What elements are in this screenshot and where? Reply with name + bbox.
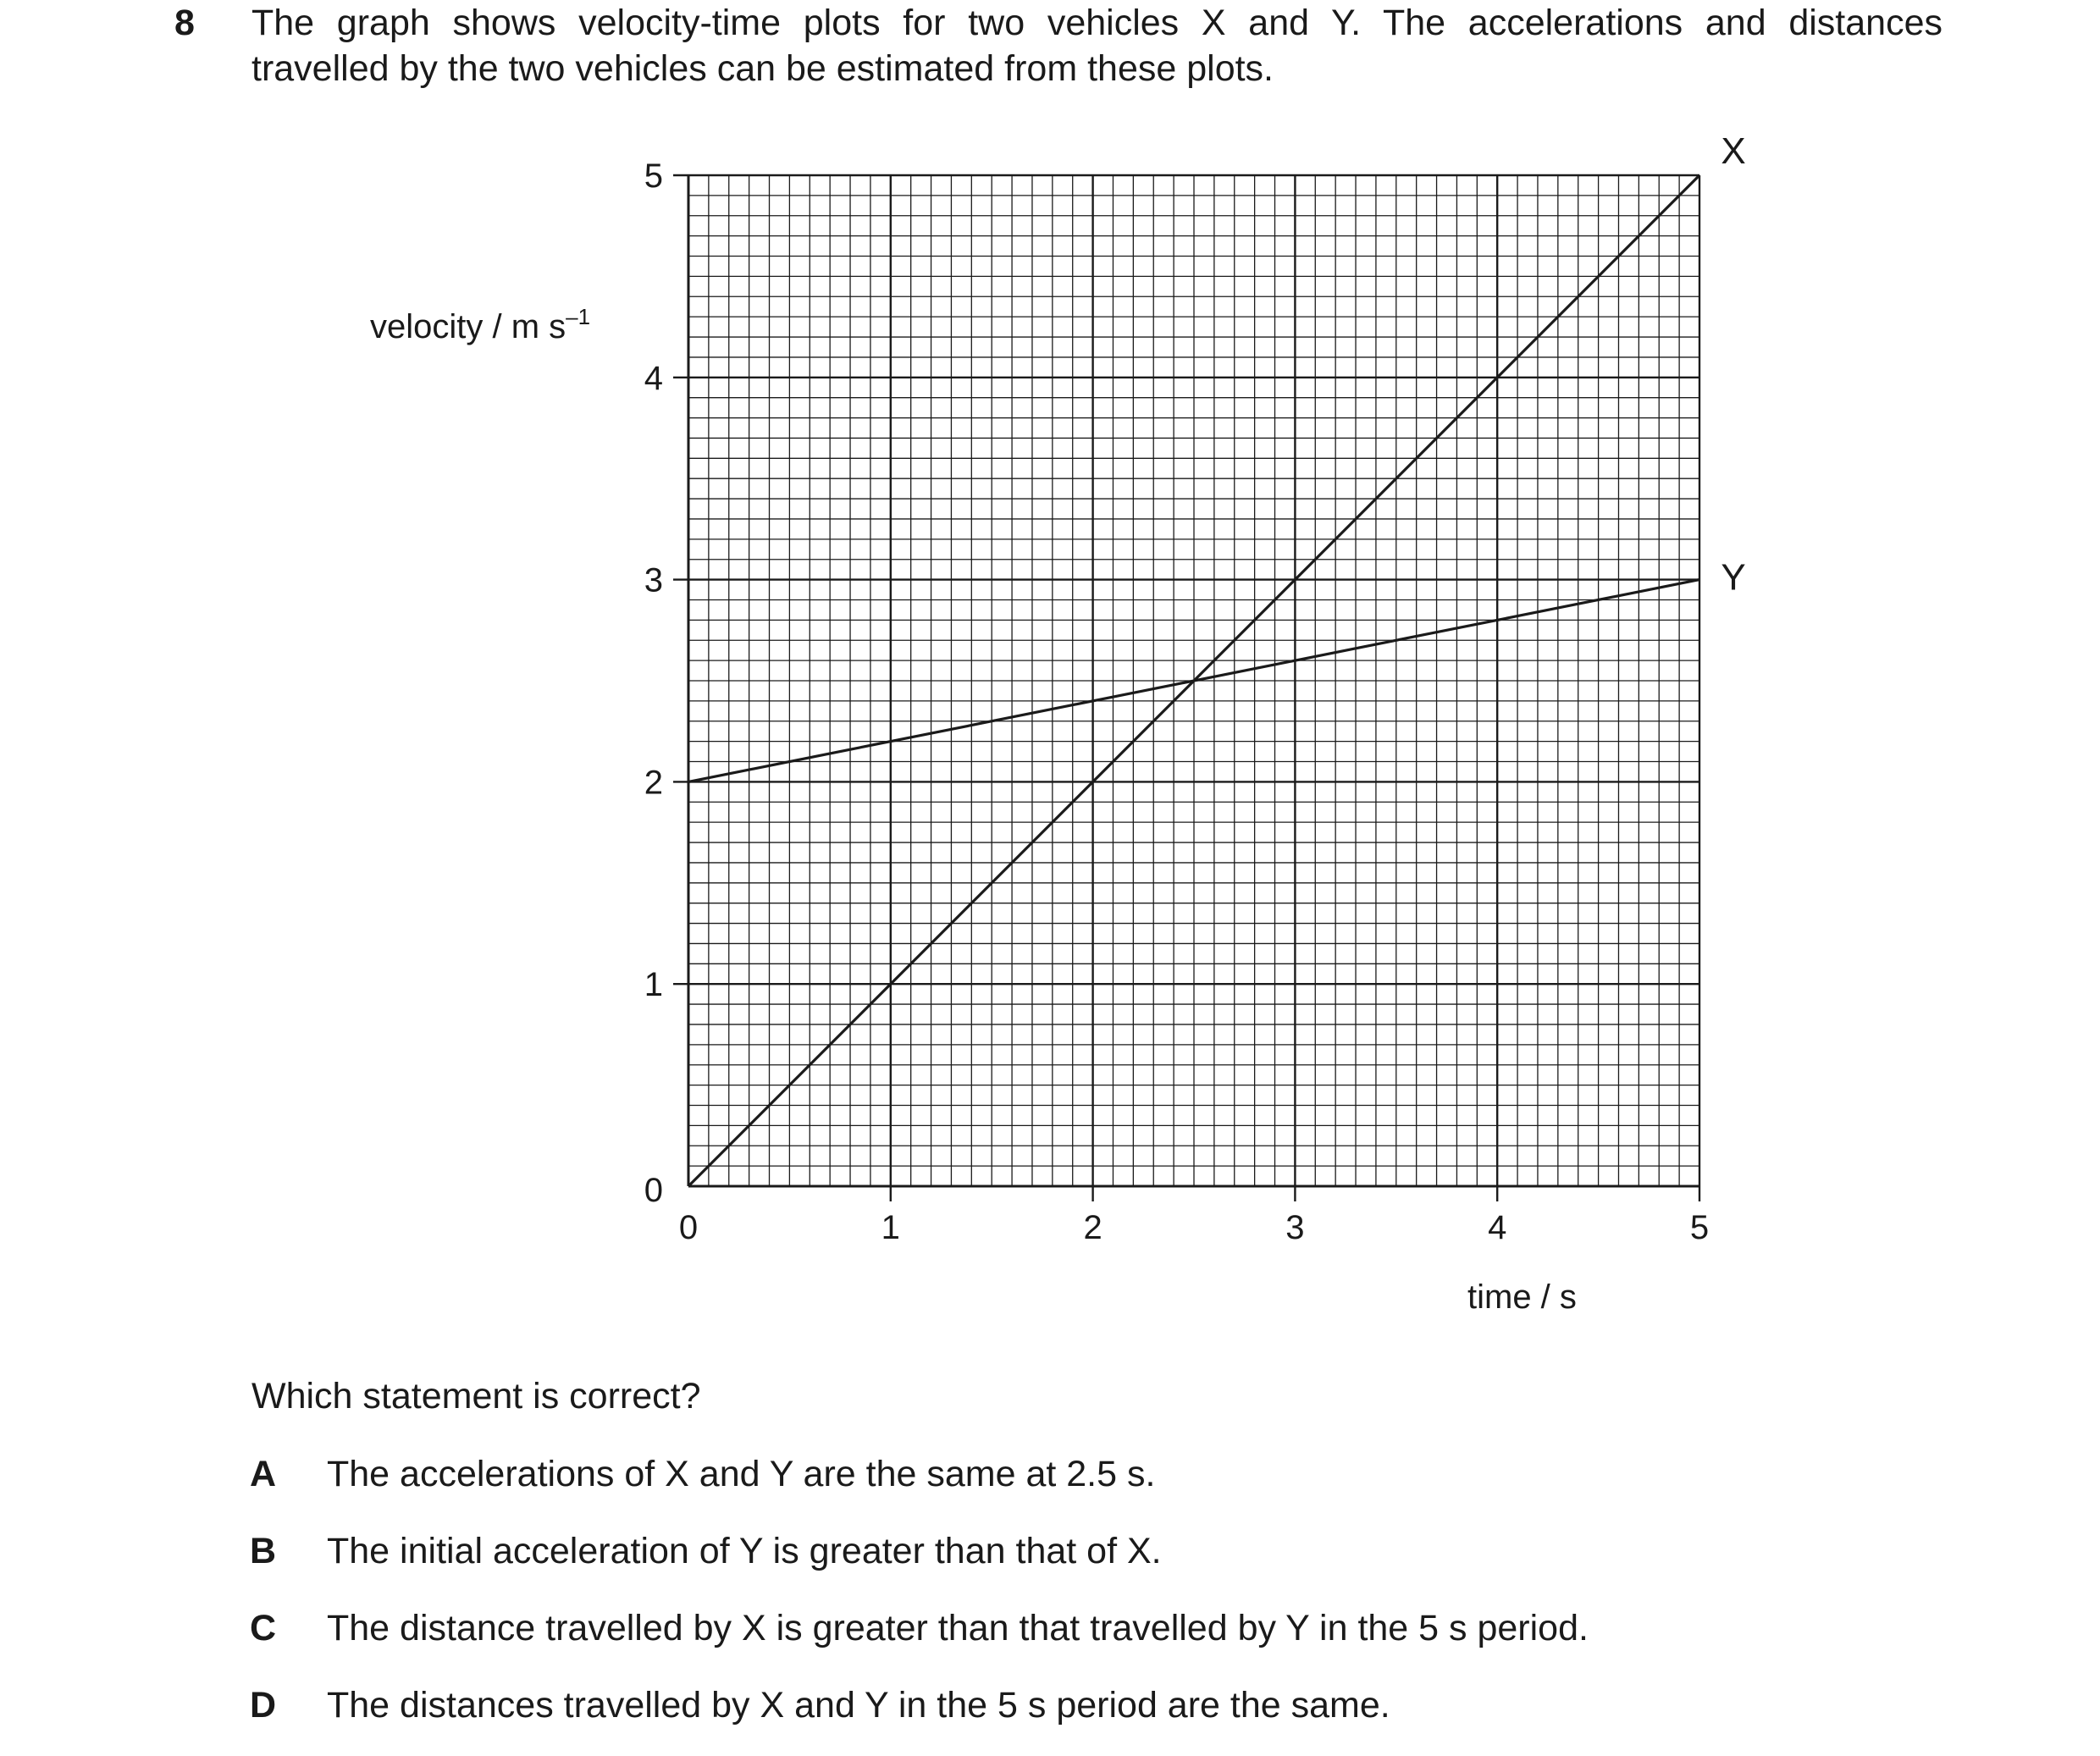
- y-axis-label-superscript: –1: [566, 304, 591, 329]
- y-tick-label: 4: [644, 359, 663, 397]
- option-letter: A: [250, 1454, 277, 1494]
- option-c[interactable]: [250, 1605, 1589, 1651]
- y-axis-label: [370, 304, 590, 345]
- y-axis-label-text: velocity / m s: [370, 308, 566, 345]
- question-number: 8: [174, 3, 195, 43]
- x-tick-label: 5: [1689, 1209, 1710, 1246]
- series-labels: [1721, 130, 1745, 599]
- x-tick-label: 1: [881, 1209, 900, 1246]
- option-a[interactable]: [250, 1451, 1155, 1497]
- option-letter: B: [250, 1531, 277, 1571]
- y-tick-label: 5: [644, 157, 663, 195]
- y-tick-label: 3: [644, 561, 663, 599]
- option-d[interactable]: [250, 1682, 1390, 1728]
- option-letter: D: [250, 1685, 277, 1726]
- stem-line-2: travelled by the two vehicles can be estimated from these plots.: [251, 48, 1274, 89]
- x-tick-label: 4: [1488, 1209, 1507, 1246]
- tick-labels: [644, 157, 1709, 1246]
- x-tick-label: 3: [1285, 1209, 1305, 1246]
- option-letter: C: [250, 1608, 277, 1648]
- option-text: The accelerations of X and Y are the same at 2.5 s.: [327, 1454, 1156, 1494]
- x-axis-label: time / s: [1467, 1278, 1577, 1316]
- question-prompt: Which statement is correct?: [251, 1376, 701, 1416]
- stem-line-1: The graph shows velocity-time plots for two vehicles X and Y. The accelerations and distances: [251, 3, 1942, 43]
- y-tick-label: 0: [644, 1172, 663, 1209]
- series-label-x: X: [1721, 130, 1746, 172]
- x-tick-label: 2: [1083, 1209, 1102, 1246]
- y-tick-label: 2: [644, 764, 663, 802]
- option-text: The initial acceleration of Y is greater than that of X.: [327, 1531, 1162, 1571]
- x-tick-label: 0: [678, 1209, 699, 1246]
- option-text: The distances travelled by X and Y in the 5 s period are the same.: [327, 1685, 1390, 1726]
- option-text: The distance travelled by X is greater than that travelled by Y in the 5 s period.: [327, 1608, 1589, 1648]
- option-b[interactable]: [250, 1528, 1162, 1574]
- y-tick-label: 1: [644, 966, 663, 1004]
- series-label-y: Y: [1721, 556, 1746, 599]
